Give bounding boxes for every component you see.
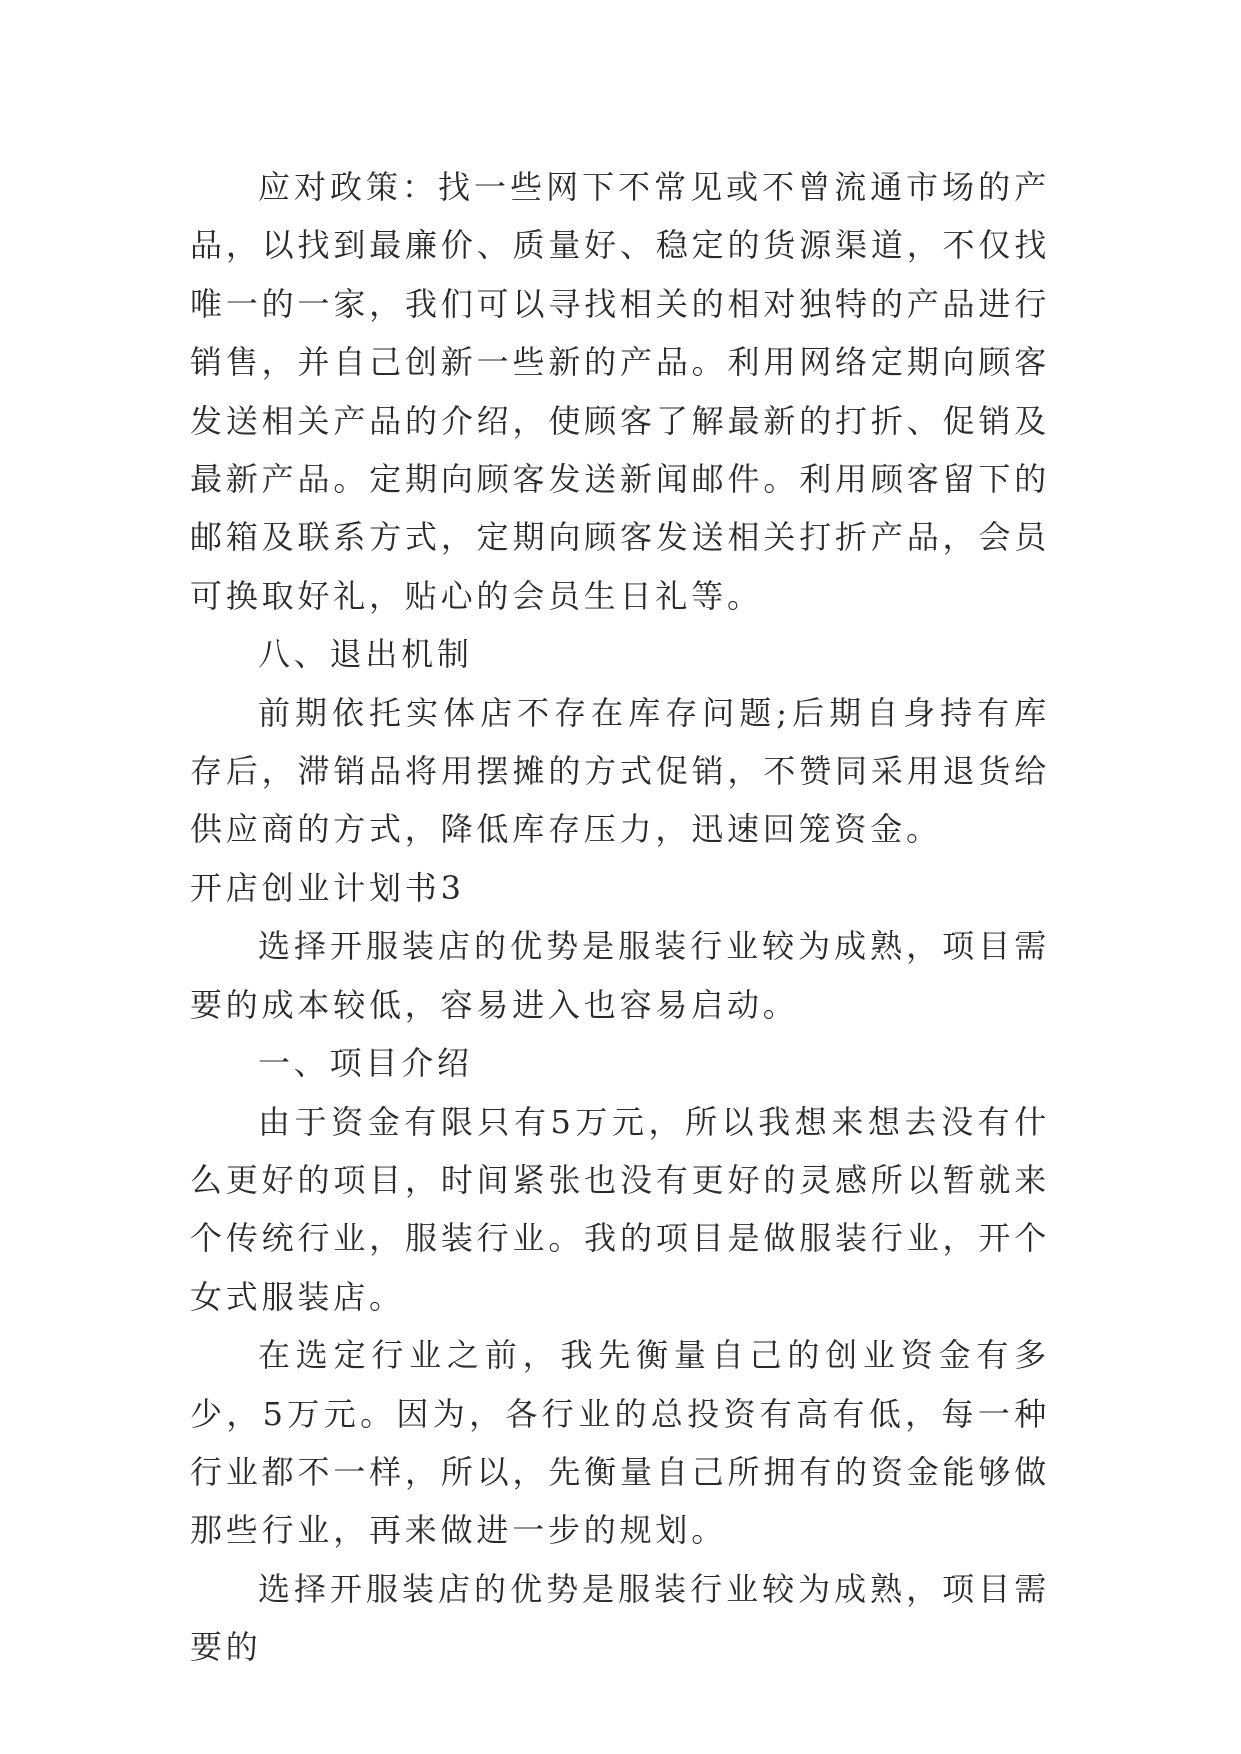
- section-heading-exit-mechanism: 八、退出机制: [258, 635, 473, 674]
- section-heading-project-intro: 一、项目介绍: [258, 1044, 473, 1083]
- paragraph-funding: 由于资金有限只有5万元，所以我想来想去没有什么更好的项目，时间紧张也没有更好的灵感所以暂就来个传统行业，服装行业。我的项目是做服装行业，开个女式服装店。: [190, 1102, 1050, 1316]
- paragraph-planning: 在选定行业之前，我先衡量自己的创业资金有多少，5万元。因为，各行业的总投资有高有低，每一种行业都不一样，所以，先衡量自己所拥有的资金能够做那些行业，再来做进一步的规划。: [190, 1336, 1050, 1550]
- paragraph-advantage: 选择开服装店的优势是服装行业较为成熟，项目需要的成本较低，容易进入也容易启动。: [190, 927, 1050, 1024]
- paragraph-advantage-continued: 选择开服装店的优势是服装行业较为成熟，项目需要的: [190, 1569, 1050, 1667]
- paragraph-inventory: 前期依托实体店不存在库存问题;后期自身持有库存后，滞销品将用摆摊的方式促销，不赞同采用退货给供应商的方式，降低库存压力，迅速回笼资金。: [190, 693, 1050, 849]
- paragraph-policy: 应对政策：找一些网下不常见或不曾流通市场的产品，以找到最廉价、质量好、稳定的货源渠道，不仅找唯一的一家，我们可以寻找相关的相对独特的产品进行销售，并自己创新一些新的产品。利用网络定期向顾客发送相关产品的介绍，使顾客了解最新的打折、促销及最新产品。定期向顾客发送新闻邮件。利用顾客留下的邮箱及联系方式，定期向顾客发送相关打折产品，会员可换取好礼，贴心的会员生日礼等。: [190, 168, 1050, 615]
- document-title: 开店创业计划书3: [190, 868, 465, 907]
- document-body: [190, 158, 1050, 1677]
